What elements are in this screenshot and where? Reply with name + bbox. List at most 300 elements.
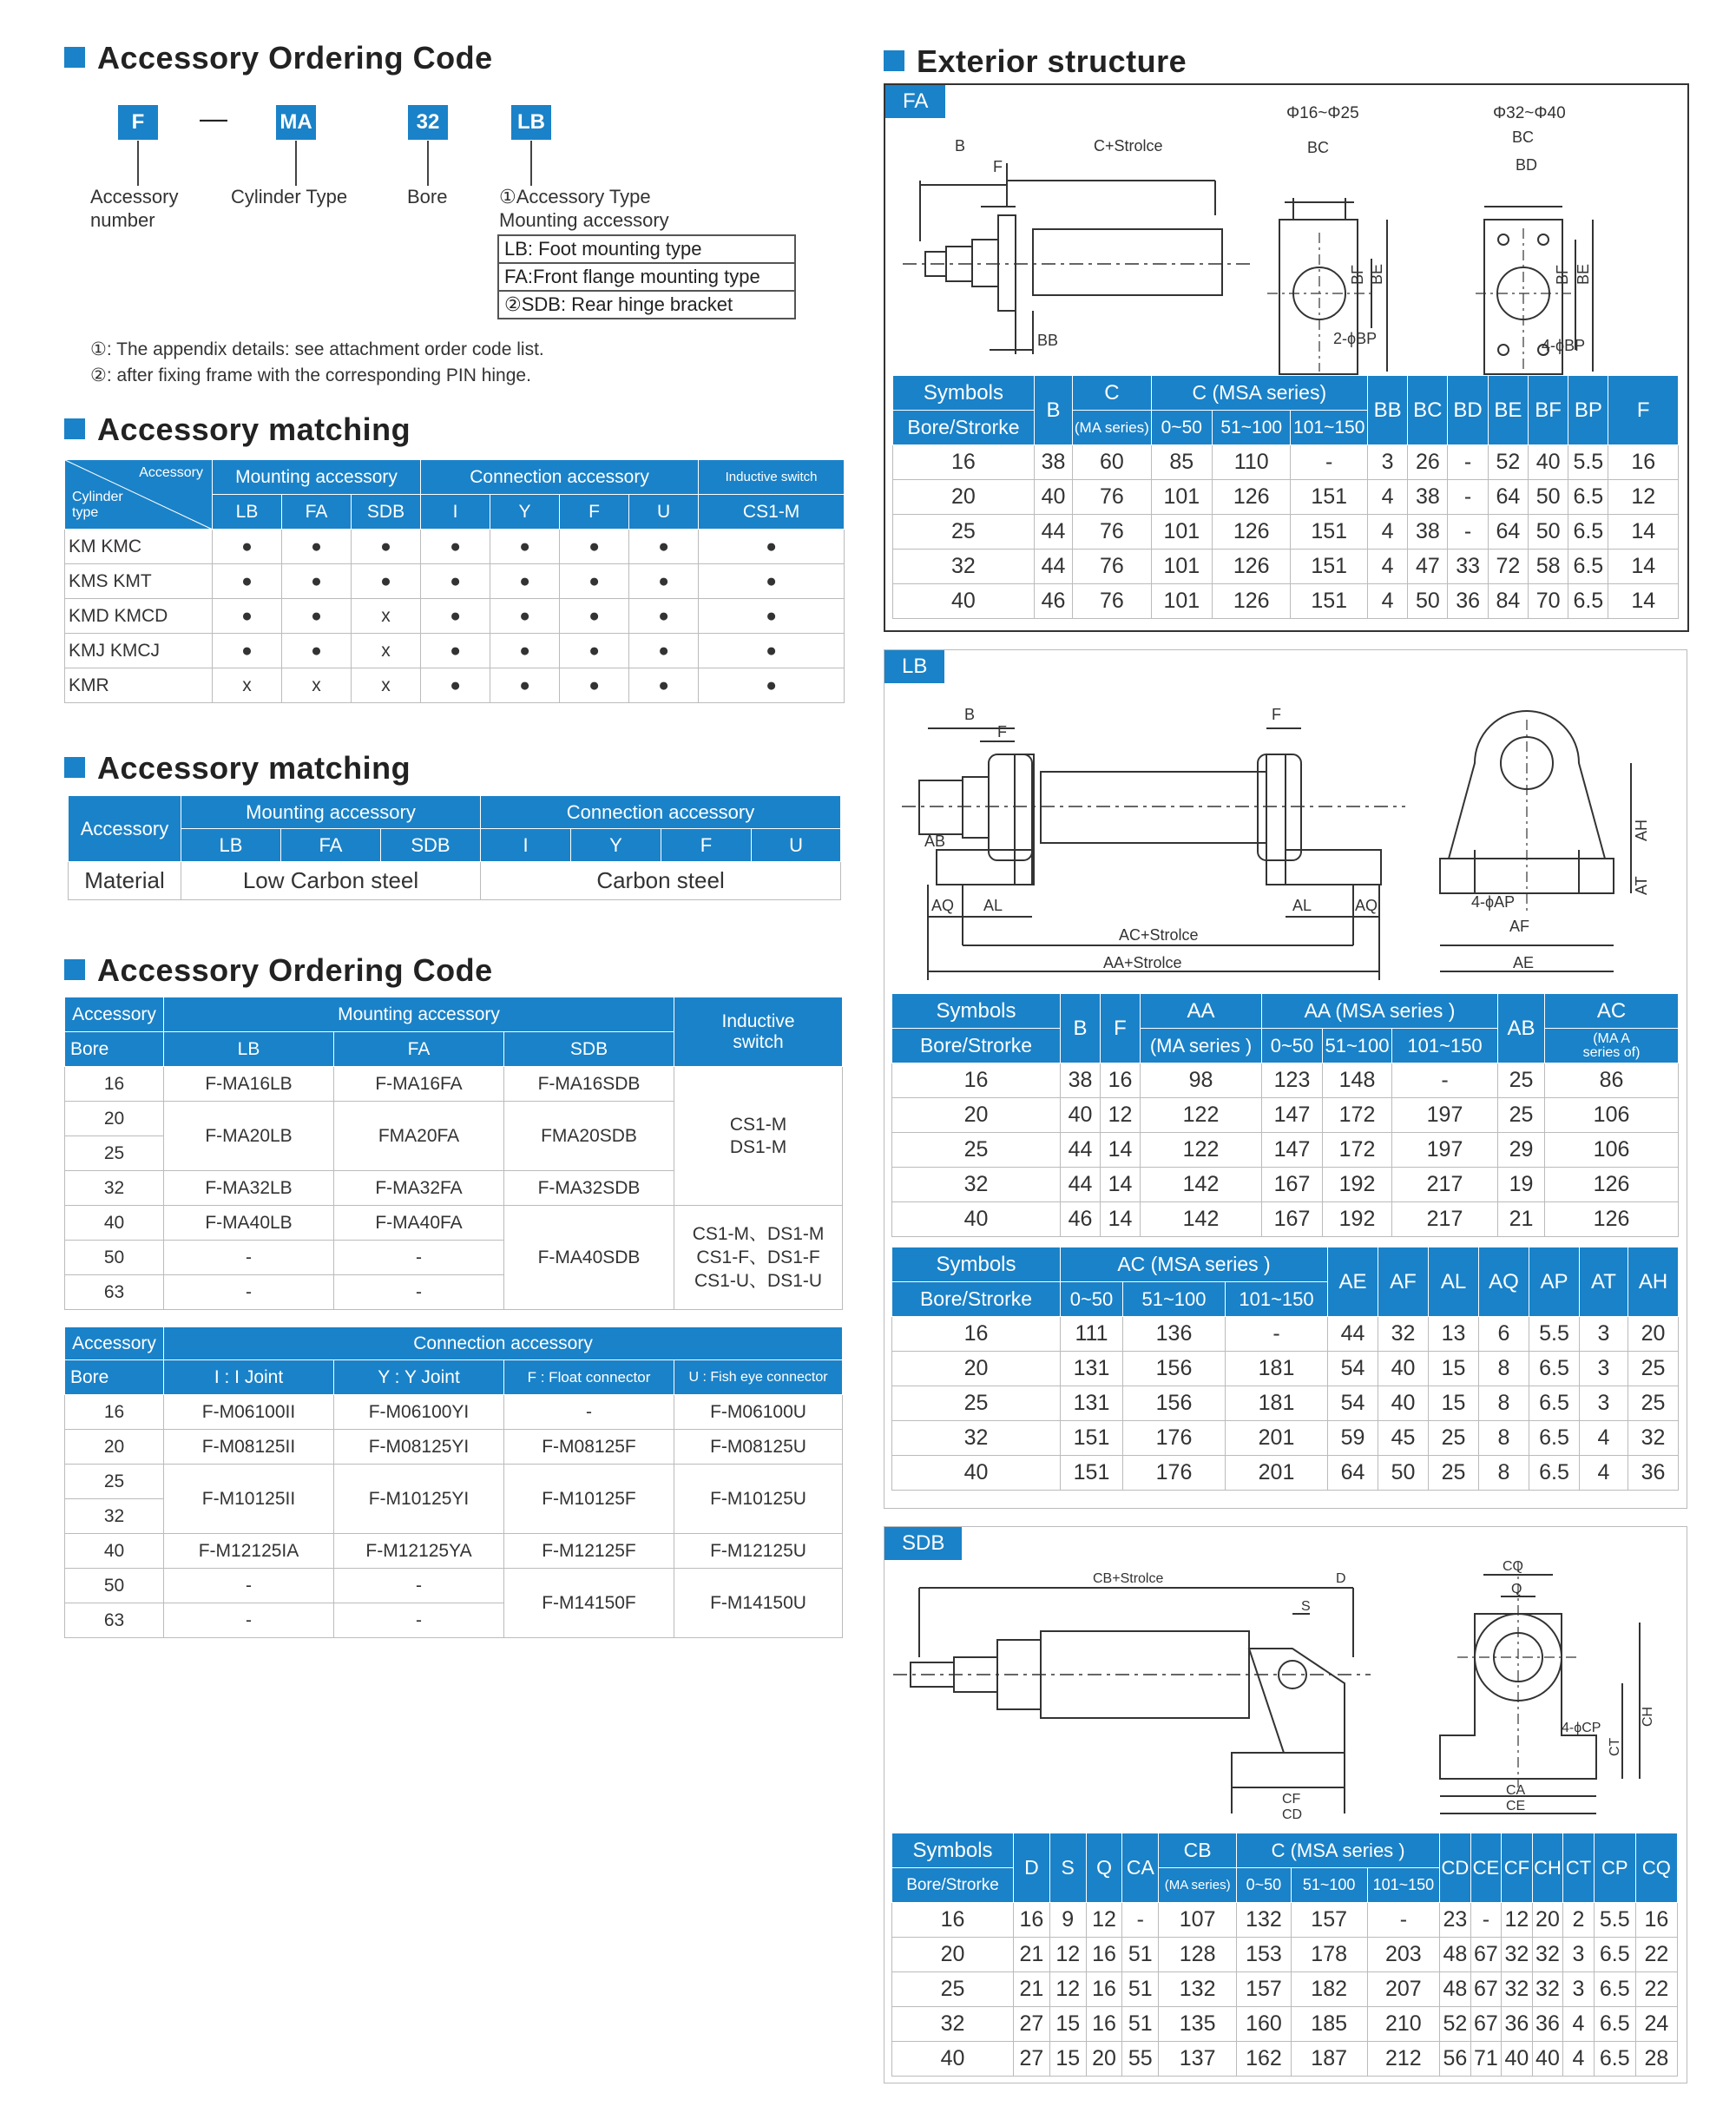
symbols-header: Symbols — [892, 1833, 1014, 1868]
type-lb: LB: Foot mounting type — [498, 235, 795, 263]
col-sdb: SDB — [504, 1032, 674, 1067]
section-title-exterior: Exterior structure — [884, 43, 1187, 80]
table-cell: 29 — [1498, 1133, 1545, 1168]
table-row — [892, 1098, 1679, 1133]
table-cell: 22 — [1635, 1938, 1677, 1972]
matching-table-1 — [64, 459, 845, 703]
table-cell: 12 — [1502, 1903, 1533, 1938]
fa-label-bc: BC — [1307, 139, 1330, 156]
table-cell: 50 — [1528, 515, 1568, 550]
table-cell: 51 — [1122, 1972, 1159, 2007]
table-cell: 40 — [1378, 1386, 1429, 1421]
bore-cell: 16 — [65, 1067, 164, 1102]
table-cell: 151 — [1061, 1421, 1123, 1456]
compat-mark: ● — [213, 634, 282, 668]
col-u: U : Fish eye connector — [674, 1360, 843, 1395]
lb-label-al: AL — [983, 897, 1003, 914]
table-cell: 147 — [1262, 1133, 1323, 1168]
sdb-label-d: D — [1336, 1571, 1346, 1586]
col-header: FA — [282, 495, 352, 530]
col-header: AQ — [1479, 1247, 1529, 1317]
col-header: U — [629, 495, 699, 530]
bore-header: Bore — [65, 1360, 164, 1395]
accessory-header: Accessory — [69, 796, 181, 862]
table-cell: 64 — [1488, 480, 1528, 515]
table-cell: 51 — [1122, 1938, 1159, 1972]
table-cell: 4 — [1367, 480, 1407, 515]
col-b: B — [1061, 994, 1101, 1063]
col-ac: AC — [1545, 994, 1679, 1029]
table-cell: 27 — [1014, 2007, 1050, 2042]
col-i: I : I Joint — [164, 1360, 334, 1395]
mount-material: Low Carbon steel — [181, 862, 481, 900]
compat-mark: ● — [699, 634, 845, 668]
code-leader-line — [427, 141, 429, 186]
compat-mark: ● — [421, 530, 490, 564]
compat-mark: ● — [282, 564, 352, 599]
table-cell: 15 — [1049, 2042, 1086, 2077]
table-cell: 9 — [1049, 1903, 1086, 1938]
table-cell: 6.5 — [1594, 1938, 1635, 1972]
table-cell: 101 — [1151, 550, 1212, 584]
table-cell: 22 — [1635, 1972, 1677, 2007]
section-title-ordering-code: Accessory Ordering Code — [64, 40, 493, 76]
table-cell: 185 — [1291, 2007, 1367, 2042]
lb-label-f: F — [997, 723, 1007, 741]
compat-mark: ● — [699, 599, 845, 634]
msa-sub-header: 51~100 — [1291, 1868, 1367, 1903]
table-row — [893, 480, 1679, 515]
fa-code: F-MA32FA — [334, 1171, 504, 1206]
table-cell: 59 — [1328, 1421, 1378, 1456]
group-inductive: Inductive switch — [699, 460, 845, 495]
table-cell: 4 — [1580, 1456, 1628, 1491]
table-cell: 181 — [1226, 1352, 1328, 1386]
table-cell: 52 — [1440, 2007, 1471, 2042]
table-row — [892, 1938, 1678, 1972]
table-cell: 132 — [1159, 1972, 1237, 2007]
table-cell: 44 — [1061, 1168, 1101, 1202]
table-cell: 16 — [893, 445, 1035, 480]
msa-sub-header: 0~50 — [1151, 411, 1212, 445]
accessory-type-list — [497, 234, 796, 319]
table-cell: 217 — [1392, 1168, 1498, 1202]
table-cell: 172 — [1323, 1098, 1392, 1133]
col-y: Y : Y Joint — [334, 1360, 504, 1395]
accessory-header: Accessory — [65, 1327, 164, 1360]
table-cell: 36 — [1532, 2007, 1563, 2042]
col-header: AF — [1378, 1247, 1429, 1317]
compat-mark: ● — [490, 530, 560, 564]
table-cell: 60 — [1073, 445, 1151, 480]
col-header: F — [661, 829, 752, 862]
table-cell: 132 — [1237, 1903, 1292, 1938]
col-b: B — [1034, 376, 1072, 445]
table-row — [892, 2042, 1678, 2077]
table-cell: 160 — [1237, 2007, 1292, 2042]
table-cell: 12 — [1101, 1098, 1141, 1133]
table-cell: - — [1470, 1903, 1502, 1938]
symbols-header: Symbols — [892, 994, 1061, 1029]
table-cell: 212 — [1367, 2042, 1440, 2077]
table-cell: 192 — [1323, 1202, 1392, 1237]
table-cell: 40 — [1528, 445, 1568, 480]
table-cell: 4 — [1367, 584, 1407, 619]
sdb-label-s: S — [1301, 1599, 1311, 1614]
table-cell: - — [1226, 1317, 1328, 1352]
table-cell: 58 — [1528, 550, 1568, 584]
table-cell: 50 — [1408, 584, 1448, 619]
table-cell: 40 — [892, 2042, 1014, 2077]
table-cell: 162 — [1237, 2042, 1292, 2077]
lb-label-ah: AH — [1633, 819, 1650, 841]
compat-mark: ● — [560, 530, 629, 564]
table-cell: 21 — [1014, 1938, 1050, 1972]
material-table — [68, 795, 841, 900]
sdb-label-cd: CD — [1282, 1807, 1303, 1822]
table-cell: 71 — [1470, 2042, 1502, 2077]
col-header: BB — [1367, 376, 1407, 445]
col-fa: FA — [334, 1032, 504, 1067]
lb-label-ab: AB — [924, 833, 946, 850]
u-code: F-M10125U — [674, 1465, 843, 1534]
table-row — [892, 1456, 1679, 1491]
table-cell: 192 — [1323, 1168, 1392, 1202]
table-cell: 25 — [1628, 1386, 1679, 1421]
compat-mark: ● — [560, 564, 629, 599]
table-cell: 4 — [1367, 550, 1407, 584]
table-cell: 32 — [1532, 1938, 1563, 1972]
bore-cell: 63 — [65, 1603, 164, 1638]
bore-cell: 32 — [65, 1499, 164, 1534]
table-cell: 32 — [1532, 1972, 1563, 2007]
table-row — [65, 564, 845, 599]
table-cell: 131 — [1061, 1386, 1123, 1421]
table-cell: 26 — [1408, 445, 1448, 480]
col-header: BD — [1448, 376, 1488, 445]
col-header: AH — [1628, 1247, 1679, 1317]
table-cell: 142 — [1141, 1168, 1262, 1202]
i-code: F-M12125IA — [164, 1534, 334, 1569]
table-cell: 5.5 — [1568, 445, 1608, 480]
table-cell: 207 — [1367, 1972, 1440, 2007]
lb-table-2 — [891, 1247, 1679, 1491]
sdb-label-cb: CB+Strolce — [1093, 1571, 1164, 1586]
fa-range-2: Φ32~Φ40 — [1493, 104, 1566, 122]
fa-label-b: B — [955, 137, 966, 155]
table-cell: 6.5 — [1529, 1386, 1580, 1421]
compat-mark: ● — [421, 634, 490, 668]
table-cell: 16 — [1086, 2007, 1122, 2042]
table-cell: 16 — [1101, 1063, 1141, 1098]
section-title-ordering-code-2: Accessory Ordering Code — [64, 952, 493, 989]
col-header: CF — [1502, 1833, 1533, 1903]
table-row — [892, 1421, 1679, 1456]
table-cell: 76 — [1073, 480, 1151, 515]
sdb-label-ct: CT — [1608, 1737, 1622, 1756]
table-cell: 5.5 — [1594, 1903, 1635, 1938]
bore-header: Bore/Strorke — [892, 1029, 1061, 1063]
lb-label-aa: AA+Strolce — [1103, 954, 1182, 971]
table-cell: 4 — [1563, 2042, 1595, 2077]
note-2: ②: after fixing frame with the corresponding PIN hinge. — [90, 365, 531, 385]
i-code: F-M06100II — [164, 1395, 334, 1430]
table-cell: 40 — [1034, 480, 1072, 515]
lb-label-ae: AE — [1513, 954, 1535, 971]
compat-mark: ● — [213, 530, 282, 564]
table-cell: 157 — [1291, 1903, 1367, 1938]
lb-label-at: AT — [1633, 876, 1650, 895]
table-row — [892, 1317, 1679, 1352]
bore-cell: 25 — [65, 1136, 164, 1171]
table-cell: 25 — [892, 1972, 1014, 2007]
table-cell: 210 — [1367, 2007, 1440, 2042]
table-cell: 16 — [1014, 1903, 1050, 1938]
table-row — [892, 2007, 1678, 2042]
compat-mark: ● — [560, 668, 629, 703]
lb-drawing — [884, 650, 1687, 980]
table-cell: 151 — [1291, 584, 1368, 619]
table-cell: 126 — [1545, 1168, 1679, 1202]
compat-mark: ● — [490, 668, 560, 703]
y-code: - — [334, 1603, 504, 1638]
compat-mark: ● — [421, 668, 490, 703]
col-header: AL — [1429, 1247, 1479, 1317]
col-ac-msa: AC (MSA series ) — [1061, 1247, 1328, 1282]
table-cell: 8 — [1479, 1456, 1529, 1491]
table-cell: 55 — [1122, 2042, 1159, 2077]
fa-code: F-MA40FA — [334, 1206, 504, 1241]
table-cell: - — [1448, 445, 1488, 480]
col-header: F — [1608, 376, 1679, 445]
compat-mark: ● — [629, 599, 699, 634]
table-cell: 40 — [1378, 1352, 1429, 1386]
table-cell: 110 — [1212, 445, 1290, 480]
table-cell: 20 — [892, 1098, 1061, 1133]
table-cell: 32 — [1378, 1317, 1429, 1352]
table-cell: 84 — [1488, 584, 1528, 619]
table-cell: - — [1392, 1063, 1498, 1098]
mount-header: Mounting accessory — [164, 997, 674, 1032]
aa-sub-header: (MA series ) — [1141, 1029, 1262, 1063]
conn-material: Carbon steel — [481, 862, 841, 900]
conn-group-header: Connection accessory — [481, 796, 841, 829]
table-cell: 19 — [1498, 1168, 1545, 1202]
sdb-panel — [884, 1526, 1687, 2083]
table-cell: 217 — [1392, 1202, 1498, 1237]
cylinder-type: KM KMC — [65, 530, 213, 564]
col-c-msa: C (MSA series ) — [1237, 1833, 1440, 1868]
code-box-cylinder: MA — [276, 105, 316, 140]
sdb-code: F-MA40SDB — [504, 1206, 674, 1310]
bore-cell: 20 — [65, 1430, 164, 1465]
table-cell: 54 — [1328, 1386, 1378, 1421]
table-cell: 16 — [892, 1903, 1014, 1938]
table-cell: 197 — [1392, 1133, 1498, 1168]
table-cell: 106 — [1545, 1098, 1679, 1133]
table-cell: 25 — [892, 1133, 1061, 1168]
table-cell: 38 — [1034, 445, 1072, 480]
compat-mark: ● — [282, 634, 352, 668]
table-cell: 27 — [1014, 2042, 1050, 2077]
msa-sub-header: 51~100 — [1212, 411, 1290, 445]
col-header: CA — [1122, 1833, 1159, 1903]
table-cell: 8 — [1479, 1386, 1529, 1421]
table-cell: 40 — [1532, 2042, 1563, 2077]
compat-mark: x — [352, 668, 421, 703]
col-header: I — [421, 495, 490, 530]
lb-code: F-MA32LB — [164, 1171, 334, 1206]
table-cell: 136 — [1123, 1317, 1226, 1352]
y-code: - — [334, 1569, 504, 1603]
bore-cell: 16 — [65, 1395, 164, 1430]
col-header: Q — [1086, 1833, 1122, 1903]
table-cell: 44 — [1034, 550, 1072, 584]
table-cell: 3 — [1580, 1317, 1628, 1352]
table-row — [65, 599, 845, 634]
table-cell: 6.5 — [1594, 1972, 1635, 2007]
fa-code: FMA20FA — [334, 1102, 504, 1171]
col-header: CP — [1594, 1833, 1635, 1903]
table-cell: 32 — [1628, 1421, 1679, 1456]
table-cell: 86 — [1545, 1063, 1679, 1098]
lb-label-af: AF — [1509, 918, 1530, 935]
table-cell: 151 — [1291, 480, 1368, 515]
table-cell: 156 — [1123, 1386, 1226, 1421]
u-code: F-M06100U — [674, 1395, 843, 1430]
col-header: CQ — [1635, 1833, 1677, 1903]
table-row — [892, 1202, 1679, 1237]
switch-cell: CS1-M、DS1-M CS1-F、DS1-F CS1-U、DS1-U — [674, 1206, 843, 1310]
order-mount-table — [64, 997, 843, 1310]
code-box-accessory: F — [118, 105, 158, 140]
sdb-tag: SDB — [884, 1527, 962, 1560]
table-cell: - — [1367, 1903, 1440, 1938]
fa-label-bp2: 2-ϕBP — [1333, 330, 1378, 347]
table-cell: 151 — [1291, 550, 1368, 584]
table-cell: 15 — [1429, 1386, 1479, 1421]
table-cell: 40 — [1061, 1098, 1101, 1133]
type-fa: FA:Front flange mounting type — [498, 263, 795, 291]
table-cell: 6 — [1479, 1317, 1529, 1352]
switch-cell: CS1-M DS1-M — [674, 1067, 843, 1206]
table-cell: 25 — [1628, 1352, 1679, 1386]
switch-header: Inductive switch — [674, 997, 843, 1067]
col-header: BP — [1568, 376, 1608, 445]
table-cell: 178 — [1291, 1938, 1367, 1972]
sdb-label-ce: CE — [1506, 1799, 1526, 1813]
table-cell: 16 — [1086, 1972, 1122, 2007]
table-row — [892, 1063, 1679, 1098]
compat-mark: ● — [490, 634, 560, 668]
table-row — [893, 515, 1679, 550]
table-cell: 5.5 — [1529, 1317, 1580, 1352]
fa-tag: FA — [885, 85, 945, 118]
table-cell: 44 — [1328, 1317, 1378, 1352]
u-code: F-M12125U — [674, 1534, 843, 1569]
table-cell: 38 — [1408, 515, 1448, 550]
col-header: D — [1014, 1833, 1050, 1903]
col-header: LB — [181, 829, 281, 862]
table-cell: - — [1448, 480, 1488, 515]
i-code: F-M08125II — [164, 1430, 334, 1465]
table-row — [65, 634, 845, 668]
f-code: F-M08125F — [504, 1430, 674, 1465]
table-cell: 126 — [1212, 584, 1290, 619]
mount-group-header: Mounting accessory — [181, 796, 481, 829]
code-dash: — — [200, 102, 227, 134]
table-cell: - — [1448, 515, 1488, 550]
table-cell: 50 — [1378, 1456, 1429, 1491]
cylinder-type: KMD KMCD — [65, 599, 213, 634]
col-c: C — [1073, 376, 1151, 411]
col-header: BE — [1488, 376, 1528, 445]
sdb-table — [891, 1833, 1678, 2077]
fa-label-be-2: BE — [1575, 263, 1592, 285]
table-cell: 12 — [1608, 480, 1679, 515]
table-cell: 33 — [1448, 550, 1488, 584]
i-code: F-M10125II — [164, 1465, 334, 1534]
compat-mark: ● — [699, 564, 845, 599]
msa-sub-header: 101~150 — [1226, 1282, 1328, 1317]
table-cell: 101 — [1151, 515, 1212, 550]
table-cell: 12 — [1086, 1903, 1122, 1938]
y-code: F-M06100YI — [334, 1395, 504, 1430]
table-cell: 40 — [892, 1456, 1061, 1491]
fa-label-bd: BD — [1516, 156, 1538, 174]
table-cell: 176 — [1123, 1456, 1226, 1491]
symbols-header: Symbols — [893, 376, 1035, 411]
sdb-label-q: Q — [1511, 1582, 1522, 1596]
table-cell: 122 — [1141, 1133, 1262, 1168]
i-code: - — [164, 1569, 334, 1603]
table-cell: 181 — [1226, 1386, 1328, 1421]
bore-cell: 50 — [65, 1569, 164, 1603]
msa-sub-header: 101~150 — [1367, 1868, 1440, 1903]
msa-sub-header: 51~100 — [1323, 1029, 1392, 1063]
table-cell: 14 — [1608, 515, 1679, 550]
fa-code: - — [334, 1275, 504, 1310]
table-cell: 70 — [1528, 584, 1568, 619]
table-cell: 126 — [1212, 550, 1290, 584]
compat-mark: ● — [629, 634, 699, 668]
table-cell: 182 — [1291, 1972, 1367, 2007]
sdb-label-cp: 4-ϕCP — [1562, 1721, 1601, 1735]
lb-code: - — [164, 1275, 334, 1310]
f-code: F-M10125F — [504, 1465, 674, 1534]
y-code: F-M10125YI — [334, 1465, 504, 1534]
c-sub-header: (MA series) — [1073, 411, 1151, 445]
table-cell: 32 — [893, 550, 1035, 584]
col-header: CS1-M — [699, 495, 845, 530]
table-cell: 20 — [892, 1352, 1061, 1386]
lb-label-ap: 4-ϕAP — [1471, 893, 1516, 911]
table-cell: 25 — [1429, 1456, 1479, 1491]
table-cell: 14 — [1608, 550, 1679, 584]
col-header: U — [752, 829, 841, 862]
table-cell: 6.5 — [1568, 584, 1608, 619]
lb-label-aq2: AQ — [1355, 897, 1378, 914]
table-cell: 172 — [1323, 1133, 1392, 1168]
sdb-label-ca: CA — [1506, 1783, 1526, 1798]
table-cell: 48 — [1440, 1972, 1471, 2007]
table-row — [892, 1133, 1679, 1168]
fa-label-f: F — [993, 158, 1003, 175]
table-cell: 126 — [1212, 480, 1290, 515]
table-cell: 101 — [1151, 584, 1212, 619]
compat-mark: ● — [282, 530, 352, 564]
section-title-matching-1: Accessory matching — [64, 411, 411, 448]
